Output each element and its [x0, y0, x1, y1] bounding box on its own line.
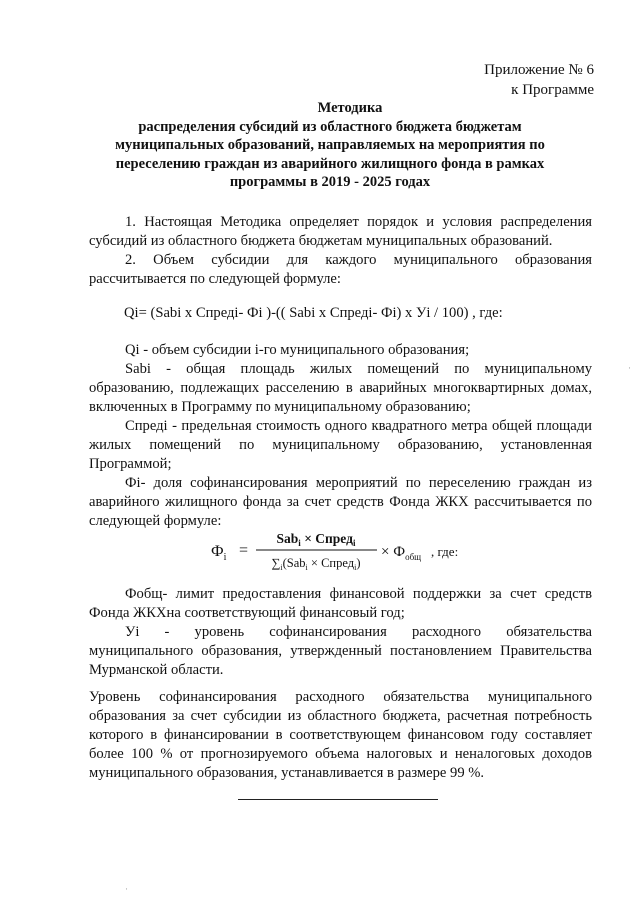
definitions-section	[89, 341, 592, 531]
intro-section	[89, 213, 592, 289]
title-heading: Методика	[317, 100, 383, 116]
appendix-header	[484, 60, 594, 100]
closing-divider	[238, 799, 438, 800]
final-paragraph: Уровень софинансирования расходного обязательства муниципального образования за счет субсидии из областного бюджета, расчетная потребность которого в финансировании в соответствующем финансовом году составляет более 100 % от прогнозируемого объема налоговых и неналоговых доходов муниципального образования, устанавливается в размере 99 %.	[89, 689, 592, 781]
final-section	[89, 688, 592, 783]
title-line: программы в 2019 - 2025 годах	[229, 174, 431, 190]
definition-spred: Спреді - предельная стоимость одного квадратного метра общей площади жилых помещений по муниципальному образованию, установленная Программой;	[89, 418, 592, 472]
formula-rhs: × $Ф_{общ}$	[381, 544, 422, 562]
title-line: переселению граждан из аварийного жилищного фонда в рамках	[115, 155, 545, 172]
share-formula	[209, 527, 489, 575]
definition-sab: Sabi - общая площадь жилых помещений по муниципальному образованию, подлежащих расселению в аварийных многоквартирных домах, включенных в Программу по муниципальному образованию;	[89, 361, 592, 415]
appendix-program: к Программе	[511, 82, 594, 98]
limits-section	[89, 585, 592, 680]
formula-equals: =	[239, 542, 249, 559]
appendix-number: Приложение № 6	[484, 62, 594, 78]
scan-speck: ·	[125, 884, 128, 894]
scan-speck: ·	[628, 363, 631, 373]
paragraph-1: 1. Настоящая Методика определяет порядок и условия распределения субсидий из областного бюджета бюджетам муниципальных образований.	[89, 214, 592, 249]
definition-phi-total: Фобщ- лимит предоставления финансовой поддержки за счет средств Фонда ЖКХна соответствующий финансовый год;	[89, 586, 592, 621]
formula-denominator: $\sum_i(Sab_i$ × Спред$_i$)	[271, 556, 361, 572]
definition-phi: Фі- доля софинансирования мероприятий по переселению граждан из аварийного жилищного фонда за счет средств Фонда ЖКХ рассчитывается по следующей формуле:	[89, 475, 592, 529]
definition-ui: Уі - уровень софинансирования расходного обязательства муниципального образования, утвержденный постановлением Правительства Мурманской области.	[89, 624, 592, 678]
document-title	[100, 99, 560, 192]
title-line: муниципальных образований, направляемых на мероприятия по	[115, 137, 545, 153]
formula-tail: , где:	[431, 544, 459, 559]
title-line: распределения субсидий из областного бюджета бюджетам	[138, 118, 522, 135]
subsidy-formula: Qi= (Sabi х Спреді- Фі )-(( Sabi х Спреді- Фі) х Уі / 100) , где:	[124, 305, 503, 321]
paragraph-2: 2. Объем субсидии для каждого муниципального образования рассчитывается по следующей формуле:	[89, 252, 592, 287]
formula-lhs: $Ф_i$	[211, 543, 227, 563]
formula-numerator: Sab$_i$ × Спред$_i$	[276, 531, 356, 548]
definition-qi: Qi - объем субсидии i-го муниципального образования;	[125, 342, 470, 358]
